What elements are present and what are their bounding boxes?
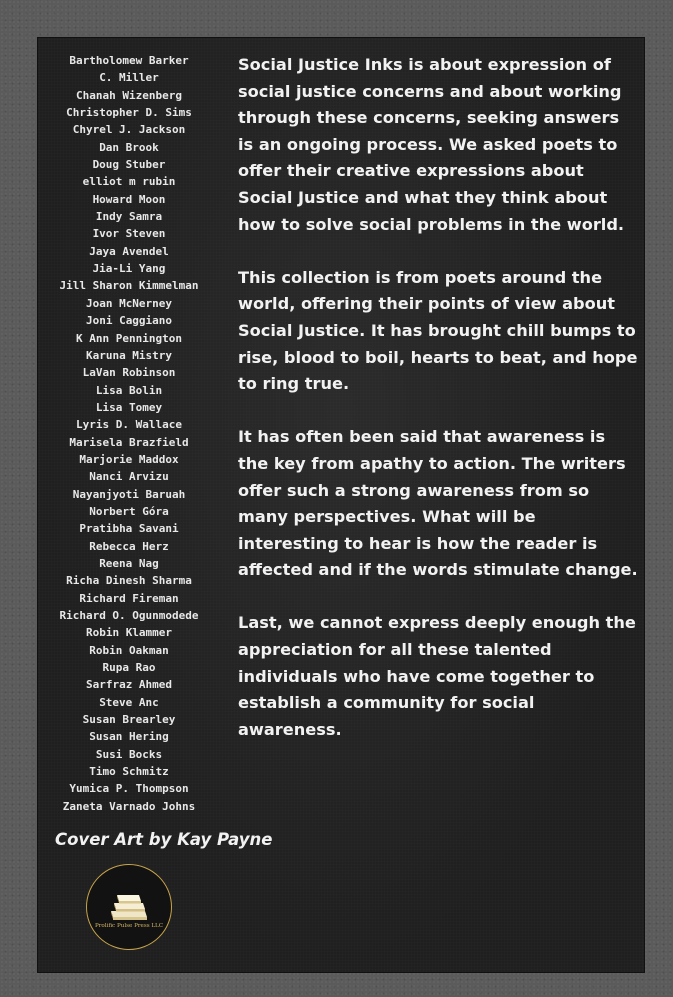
contributor-name: Doug Stuber — [92, 158, 166, 172]
contributor-name: Joni Caggiano — [85, 314, 173, 328]
contributor-name: Pratibha Savani — [79, 522, 179, 536]
contributor-name: Rupa Rao — [102, 661, 156, 675]
publisher-logo — [86, 864, 172, 950]
contributor-name: Lyris D. Wallace — [76, 418, 182, 432]
contributor-name: Ivor Steven — [92, 227, 166, 241]
contributor-name: Richard Fireman — [79, 591, 179, 605]
contributor-name: Robin Oakman — [89, 643, 169, 657]
contributor-name: Steve Anc — [99, 695, 159, 709]
contributor-name: Robin Klammer — [85, 626, 173, 640]
book-stack-icon — [87, 865, 170, 948]
contributor-name: Susan Brearley — [82, 713, 176, 727]
contributor-name: Rebecca Herz — [89, 539, 169, 553]
contributor-name: Bartholomew Barker — [69, 54, 189, 67]
paragraph-collection: This collection is from poets around the world, offering their points of view about Social Justice. It has brought chill bumps to rise, blood to boil, hearts to beat, and hope to ring true. — [238, 267, 638, 394]
contributor-name: Lisa Bolin — [95, 383, 163, 397]
paragraph-awareness: It has often been said that awareness is the key from apathy to action. The writers offer such a strong awareness from so many perspectives. What will be interesting to hear is how the reader is affected and if the words stimulate change. — [238, 427, 638, 580]
contributor-name: Norbert Góra — [89, 504, 169, 518]
contributor-name: Jill Sharon Kimmelman — [59, 279, 199, 293]
contributor-name: Karuna Mistry — [85, 348, 173, 362]
contributor-name: Chyrel J. Jackson — [72, 123, 186, 137]
contributor-name: Jaya Avendel — [89, 244, 169, 258]
contributor-name: Richard O. Ogunmodede — [59, 609, 199, 622]
contributor-name: Richa Dinesh Sharma — [66, 574, 192, 588]
contributor-name: Zaneta Varnado Johns — [62, 799, 196, 813]
publisher-name: Prolific Pulse Press LLC — [94, 923, 164, 929]
contributor-name: Christopher D. Sims — [66, 106, 192, 120]
contributor-name: Sarfraz Ahmed — [85, 678, 173, 692]
contributor-name: Susi Bocks — [95, 747, 163, 761]
contributor-name: Reena Nag — [99, 556, 159, 570]
contributor-name: Nayanjyoti Baruah — [72, 487, 186, 501]
paragraph-intro: Social Justice Inks is about expression of social justice concerns and about working through these concerns, seeking answers is an ongoing process. We asked poets to offer their creative expressions about Social Justice and what they think about how to solve social problems in the world. — [238, 55, 625, 234]
description-text — [238, 52, 638, 770]
contributor-name: Indy Samra — [95, 210, 163, 224]
contributor-name: Chanah Wizenberg — [76, 88, 182, 102]
paragraph-appreciation: Last, we cannot express deeply enough the appreciation for all these talented individuals who have come together to establish a community for social awareness. — [238, 613, 636, 739]
contributor-name: Howard Moon — [92, 192, 166, 206]
contributor-name: K Ann Pennington — [76, 331, 182, 345]
contributor-name: Lisa Tomey — [95, 400, 163, 414]
contributor-name: C. Miller — [99, 71, 159, 85]
contributor-name: Susan Hering — [89, 730, 169, 744]
contributor-name: Timo Schmitz — [89, 765, 169, 779]
contributor-name: elliot m rubin — [82, 175, 176, 189]
contributor-name: Jia-Li Yang — [92, 262, 166, 276]
cover-art-credit: Cover Art by Kay Payne — [55, 830, 273, 849]
contributor-name: Marjorie Maddox — [79, 452, 179, 466]
back-cover-panel — [38, 38, 644, 972]
contributor-name: Nanci Arvizu — [89, 470, 169, 484]
contributor-name: Marisela Brazfield — [69, 435, 189, 449]
contributor-name: Joan McNerney — [85, 296, 173, 310]
contributor-list — [50, 52, 208, 815]
contributor-name: Yumica P. Thompson — [69, 782, 189, 796]
contributor-name: LaVan Robinson — [82, 366, 176, 380]
contributor-name: Dan Brook — [99, 140, 159, 154]
